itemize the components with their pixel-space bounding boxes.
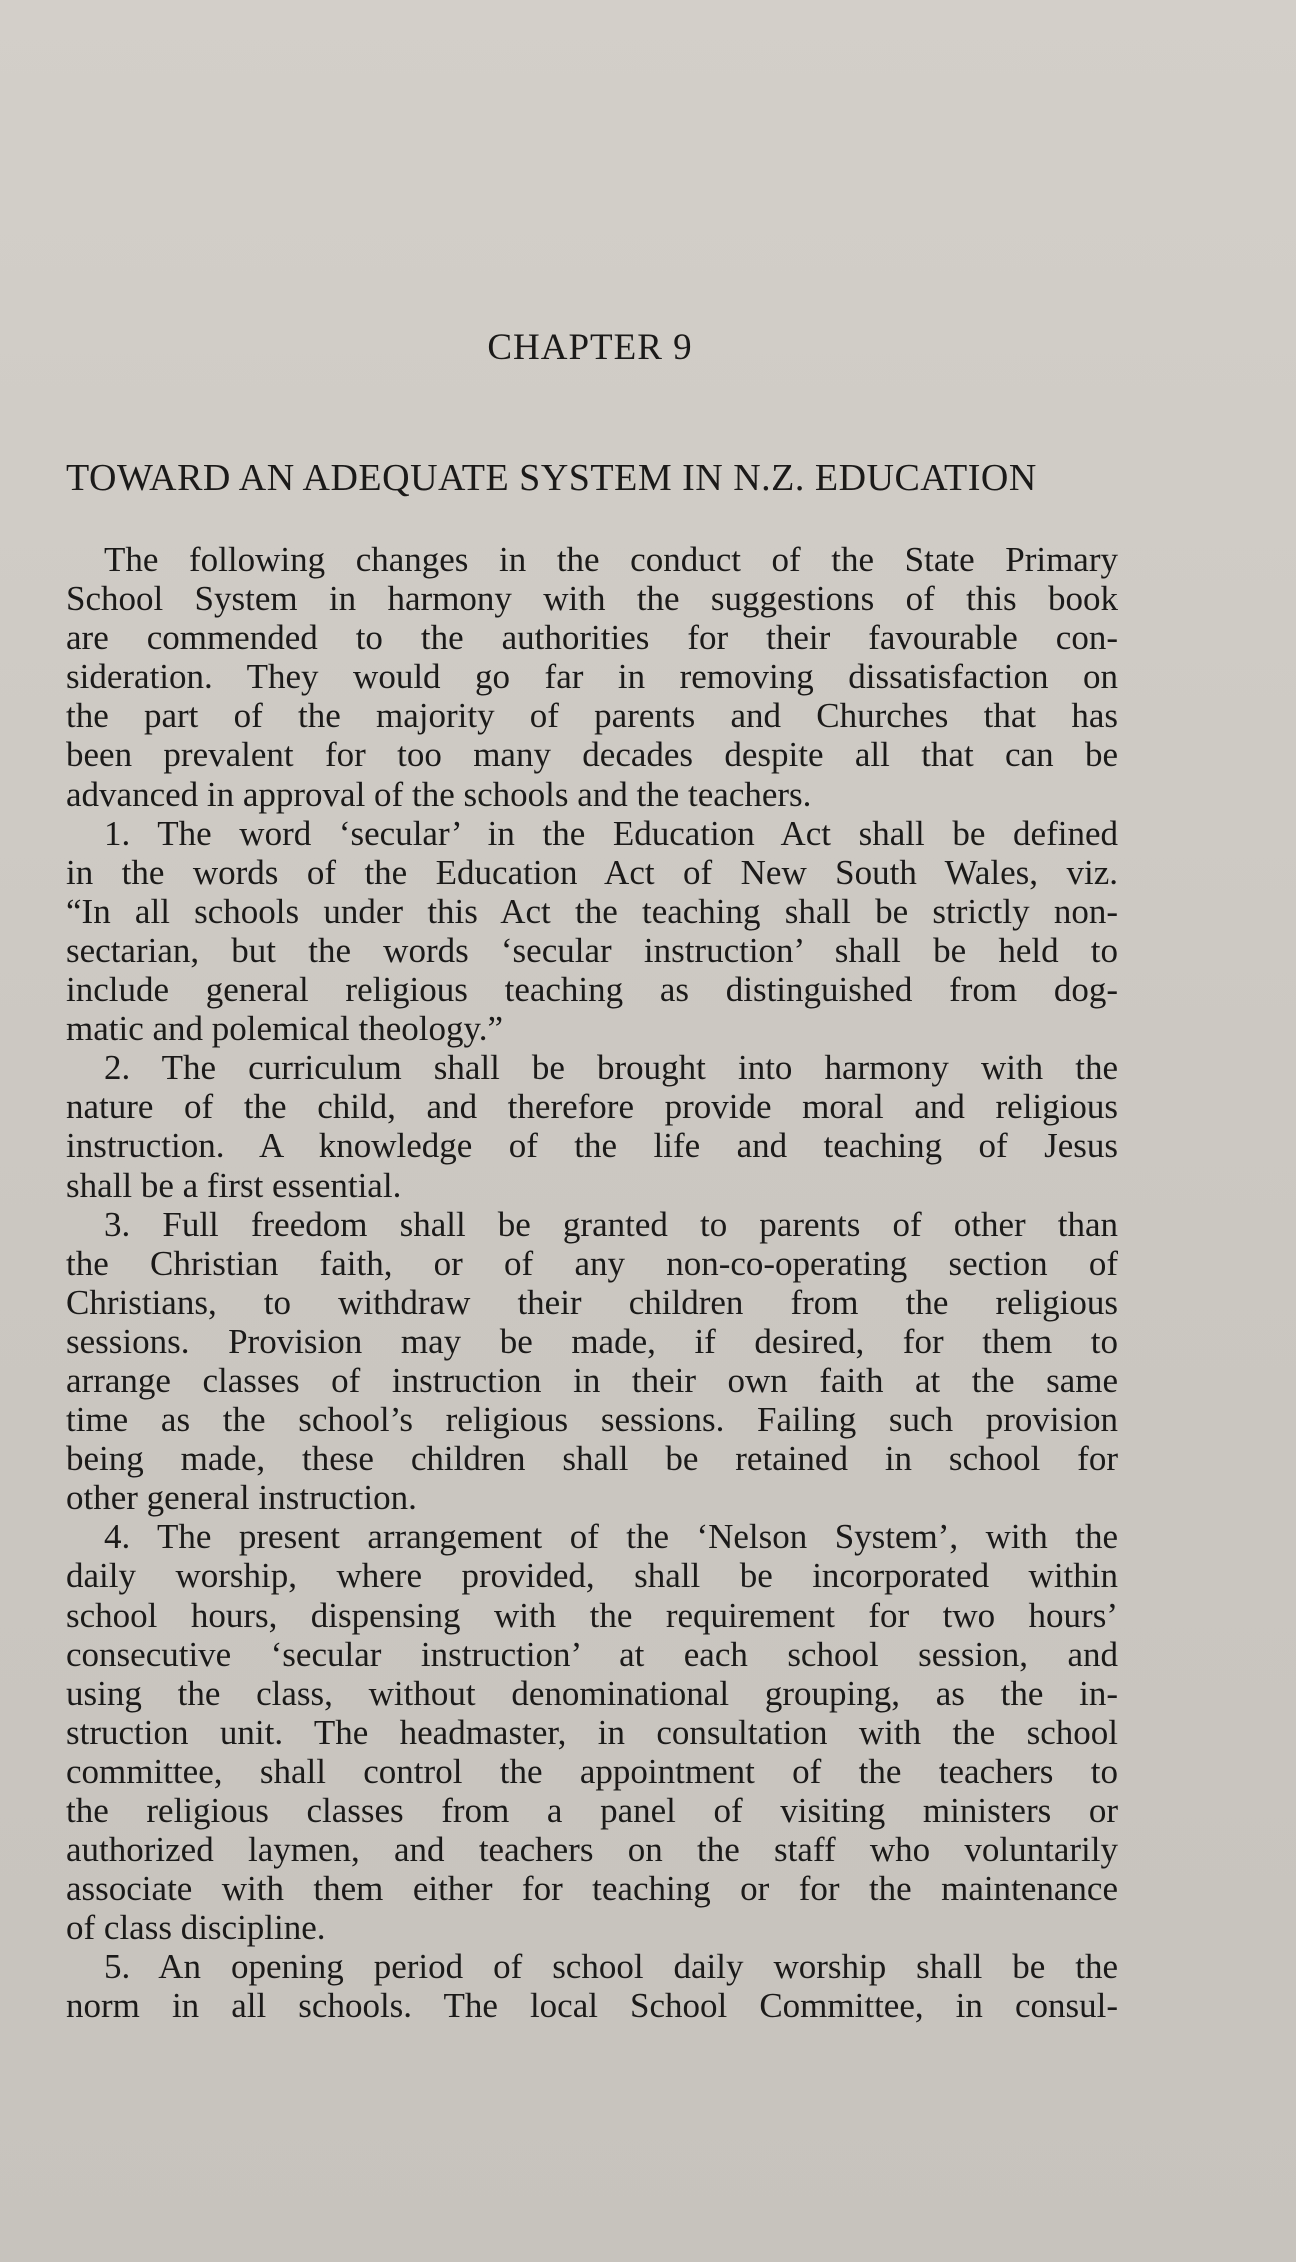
text-line: 3. Full freedom shall be granted to parents of other than (104, 1204, 1118, 1244)
text-line: sideration. They would go far in removing dissatisfaction on (66, 657, 1118, 697)
text-line: consecutive ‘secular instruction’ at each school session, and (66, 1634, 1118, 1674)
body-text (66, 540, 1118, 2026)
text-line: instruction. A knowledge of the life and teaching of Jesus (66, 1126, 1118, 1166)
text-line: daily worship, where provided, shall be incorporated within (66, 1556, 1118, 1596)
text-line: other general instruction. (66, 1478, 417, 1518)
text-line: of class discipline. (66, 1908, 326, 1948)
text-line: the part of the majority of parents and Churches that has (66, 696, 1118, 736)
text-line: shall be a first essential. (66, 1165, 402, 1205)
text-line: nature of the child, and therefore provide moral and religious (66, 1087, 1118, 1127)
text-line: associate with them either for teaching or for the maintenance (66, 1869, 1118, 1909)
text-line: struction unit. The headmaster, in consultation with the school (66, 1712, 1118, 1752)
text-line: norm in all schools. The local School Committee, in consul- (66, 1986, 1118, 2026)
text-line: school hours, dispensing with the requirement for two hours’ (66, 1595, 1118, 1635)
text-line: sessions. Provision may be made, if desired, for them to (66, 1321, 1118, 1361)
text-line: been prevalent for too many decades despite all that can be (66, 735, 1118, 775)
text-line: committee, shall control the appointment of the teachers to (66, 1751, 1118, 1791)
text-line: The following changes in the conduct of the State Primary (104, 540, 1118, 579)
text-line: sectarian, but the words ‘secular instruction’ shall be held to (66, 930, 1118, 970)
text-line: the Christian faith, or of any non-co-operating section of (66, 1243, 1118, 1283)
text-line: 5. An opening period of school daily worship shall be the (104, 1947, 1118, 1987)
text-line: time as the school’s religious sessions. Failing such provision (66, 1400, 1118, 1440)
text-line: School System in harmony with the suggestions of this book (66, 579, 1118, 619)
text-line: 2. The curriculum shall be brought into harmony with the (104, 1048, 1118, 1088)
text-line: include general religious teaching as distinguished from dog- (66, 970, 1118, 1010)
chapter-heading: CHAPTER 9 (487, 327, 693, 368)
text-line: “In all schools under this Act the teaching shall be strictly non- (66, 891, 1118, 931)
text-line: arrange classes of instruction in their own faith at the same (66, 1360, 1118, 1400)
text-line: the religious classes from a panel of visiting ministers or (66, 1791, 1118, 1830)
text-line: Christians, to withdraw their children from the religious (66, 1282, 1118, 1322)
text-line: being made, these children shall be retained in school for (66, 1439, 1118, 1479)
text-line: authorized laymen, and teachers on the staff who voluntarily (66, 1830, 1118, 1870)
chapter-title: TOWARD AN ADEQUATE SYSTEM IN N.Z. EDUCATION (66, 457, 1037, 499)
text-line: 4. The present arrangement of the ‘Nelson System’, with the (104, 1517, 1118, 1557)
text-line: using the class, without denominational grouping, as the in- (66, 1673, 1118, 1713)
text-line: are commended to the authorities for their favourable con- (66, 618, 1118, 658)
text-line: matic and polemical theology.” (66, 1009, 504, 1049)
text-line: 1. The word ‘secular’ in the Education Act shall be defined (104, 813, 1118, 853)
text-line: advanced in approval of the schools and the teachers. (66, 774, 812, 814)
text-line: in the words of the Education Act of New South Wales, viz. (66, 852, 1118, 892)
